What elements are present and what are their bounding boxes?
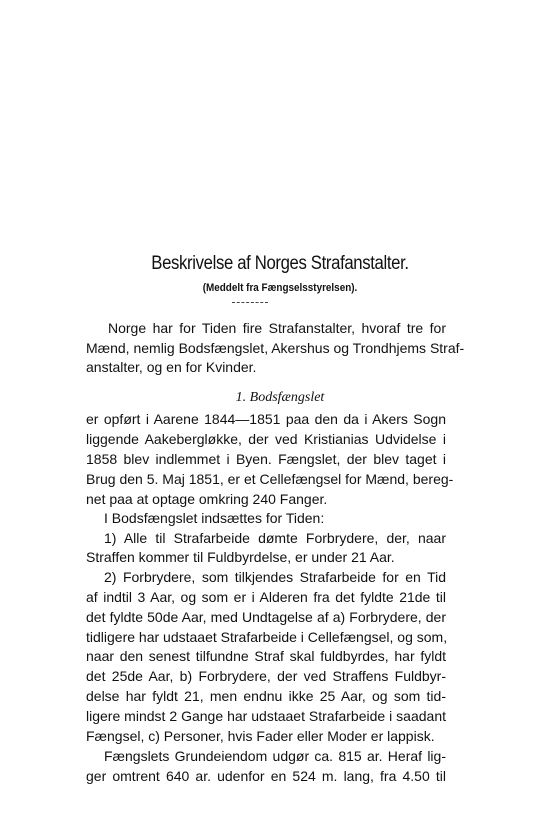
body-line: naar den senest tilfundne Straf skal fuldbyrdes, har fyldt [86,648,446,664]
page-subtitle: (Meddelt fra Fængselsstyrelsen). [202,282,358,294]
body-line: net paa at optage omkring 240 Fanger. [86,491,328,507]
separator-rule [232,302,268,303]
body-line: Straffen kommer til Fuldbyrdelse, er under 21 Aar. [86,549,395,565]
body-line: ligere mindst 2 Gange har udstaaet Strafarbeide i saadant [86,708,446,724]
intro-line: anstalter, og en for Kvinder. [86,359,257,375]
body-line: I Bodsfængslet indsættes for Tiden: [104,510,325,526]
body-line: ger omtrent 640 ar. udenfor en 524 m. lang, fra 4.50 til [86,768,446,784]
section-heading: 1. Bodsfængslet [235,390,325,405]
page-title: Beskrivelse af Norges Strafanstalter. [151,253,409,274]
body-line: det 25de Aar, b) Forbrydere, der ved Straffens Fuldbyr- [86,668,446,684]
body-line: 1858 blev indlemmet i Byen. Fængslet, der blev taget i [86,451,446,467]
body-line: Brug den 5. Maj 1851, er et Cellefængsel for Mænd, bereg- [86,471,454,487]
body-line: tidligere har udstaaet Strafarbeide i Cellefængsel, og som, [86,629,448,645]
body-line: Fængslets Grundeiendom udgør ca. 815 ar. Heraf lig- [104,748,446,764]
body-line: af indtil 3 Aar, og som er i Alderen fra det fyldte 21de til [86,589,446,605]
body-line: liggende Aakebergløkke, der ved Kristianias Udvidelse i [86,431,446,447]
body-line: det fyldte 50de Aar, med Undtagelse af a) Forbrydere, der [86,609,446,625]
intro-line: Mænd, nemlig Bodsfængslet, Akershus og Trondhjems Straf- [86,340,465,356]
body-line: Fængsel, c) Personer, hvis Fader eller Moder er lappisk. [86,728,435,744]
body-line: 1) Alle til Strafarbeide dømte Forbrydere, der, naar [104,530,446,546]
body-line: delse har fyldt 21, men endnu ikke 25 Aar, og som tid- [86,688,446,704]
body-line: er opført i Aarene 1844—1851 paa den da i Akers Sogn [86,411,446,427]
intro-line: Norge har for Tiden fire Strafanstalter, hvoraf tre for [108,320,446,336]
body-line: 2) Forbrydere, som tilkjendes Strafarbeide for en Tid [104,569,446,585]
